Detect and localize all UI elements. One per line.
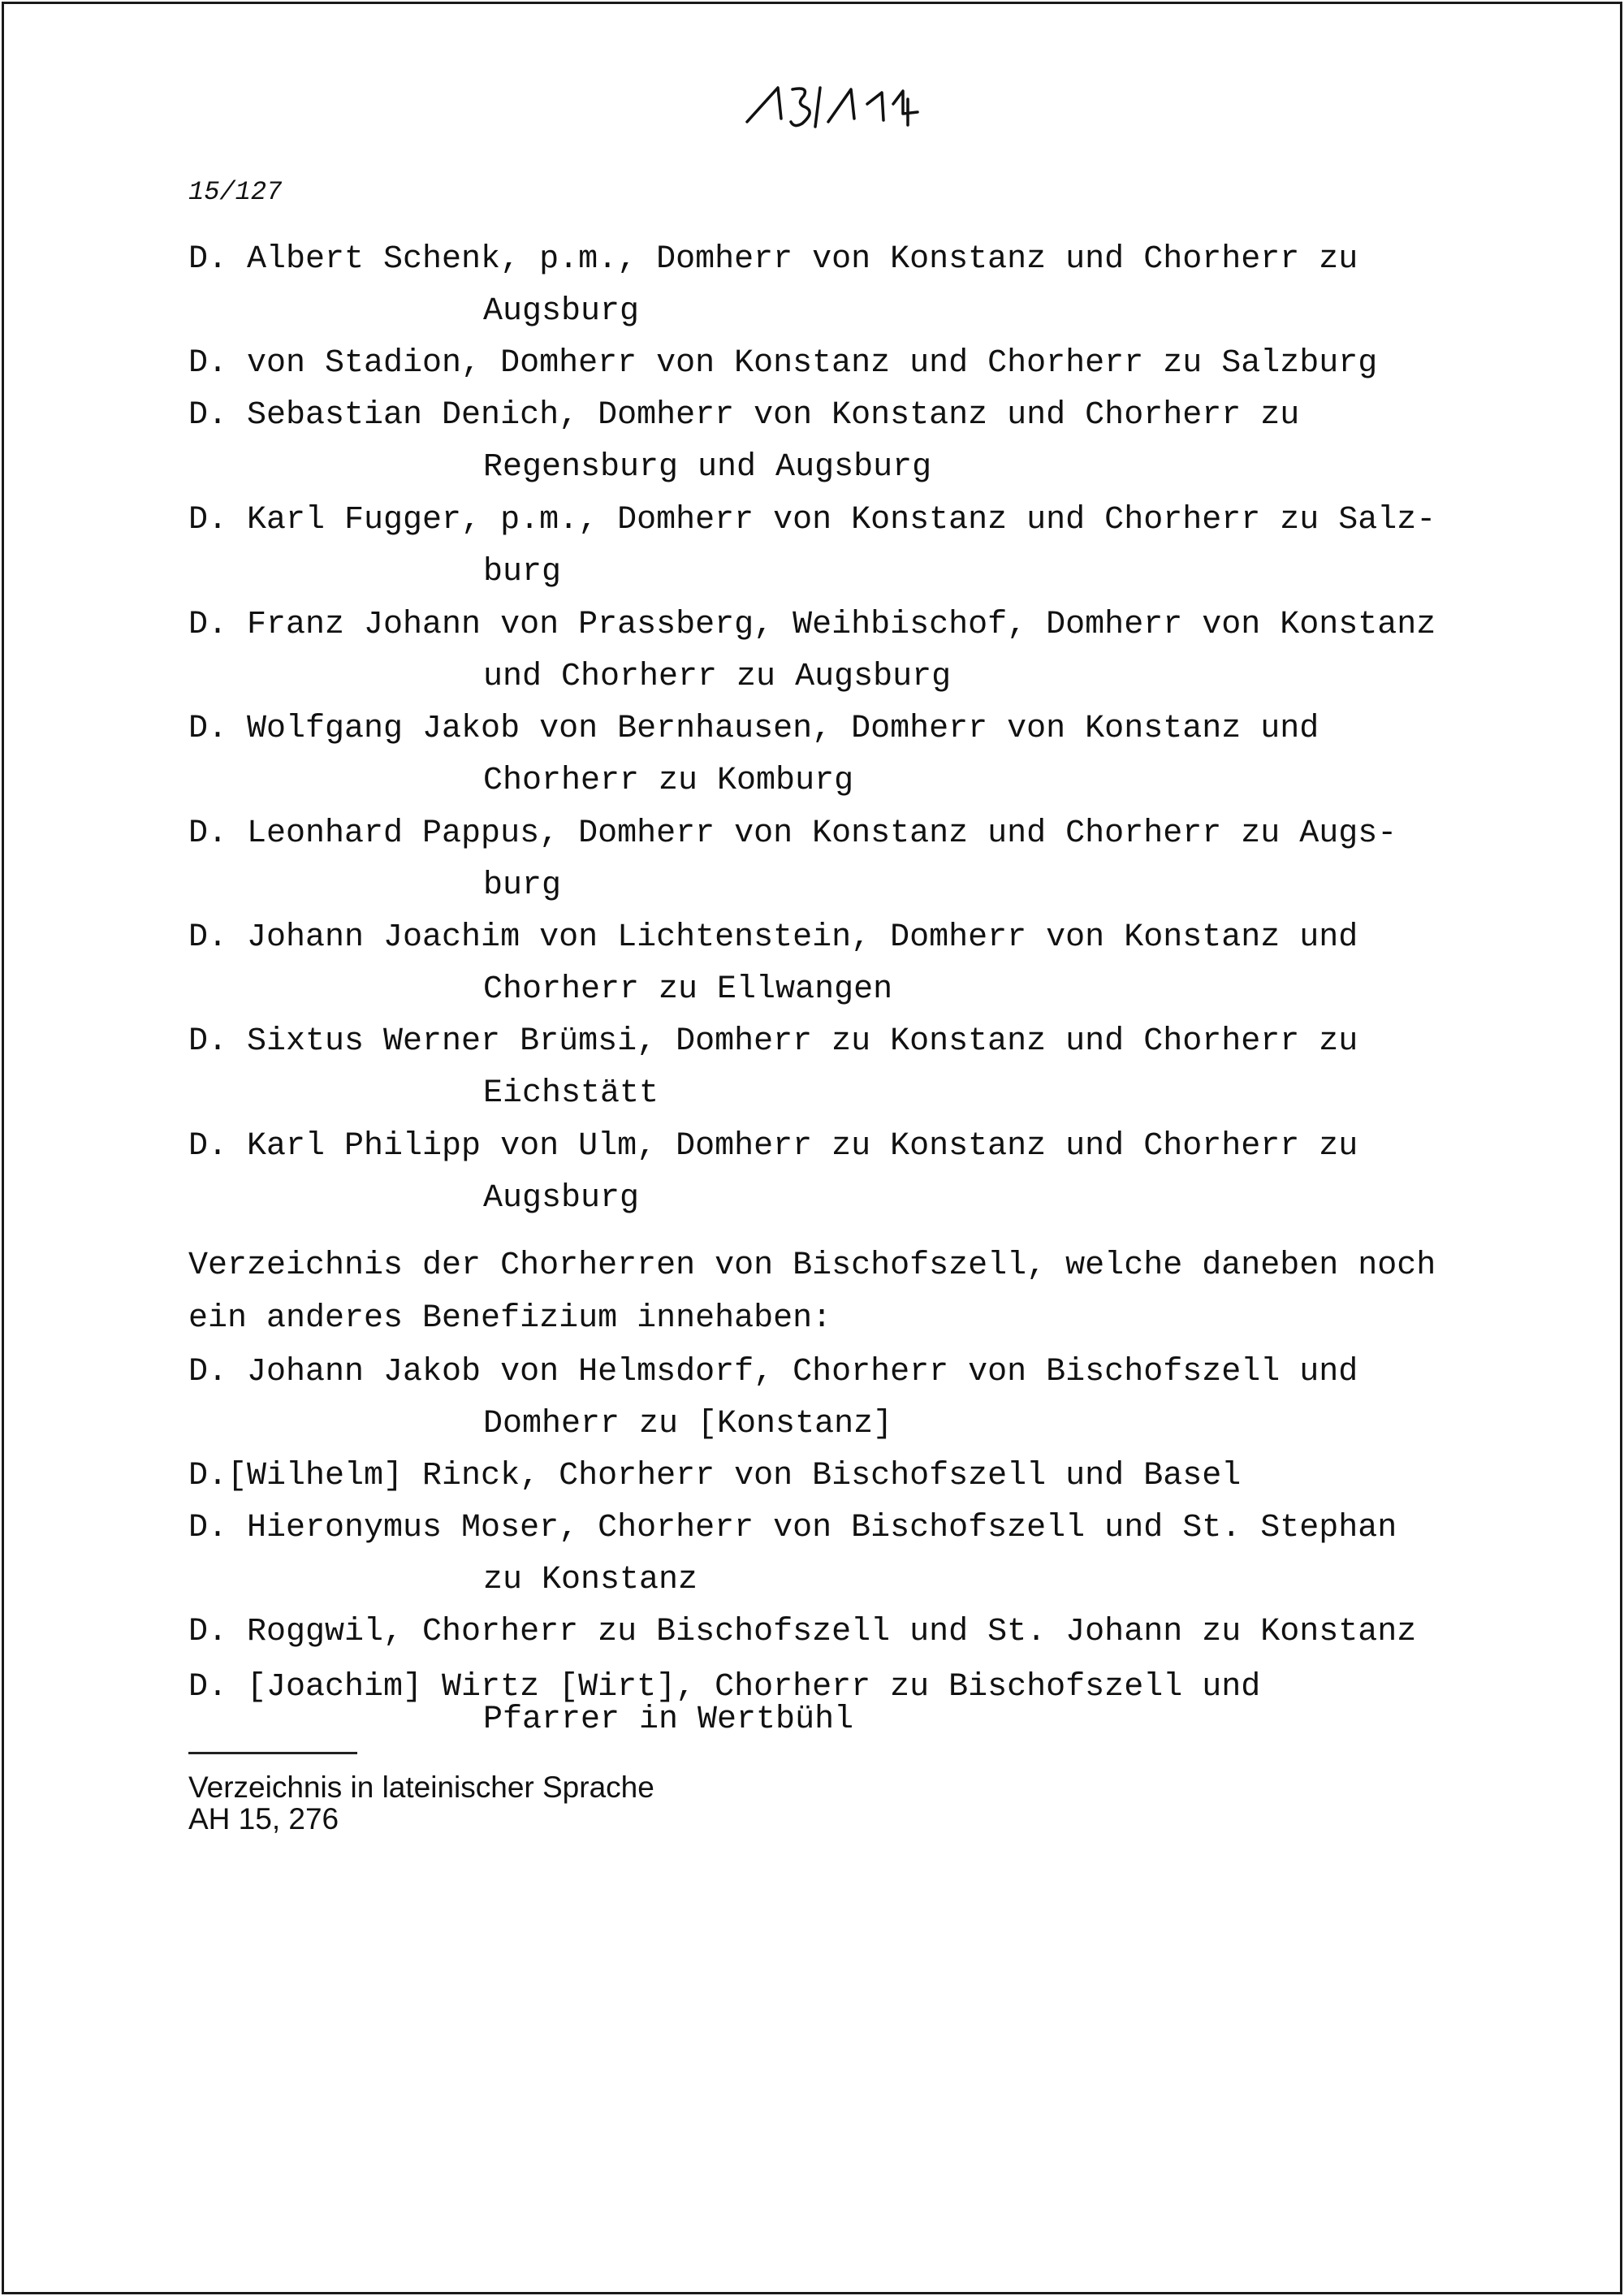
entry-line: D. Albert Schenk, p.m., Domherr von Konstanz und Chorherr zu	[188, 241, 1358, 278]
entry-continuation: Augsburg	[483, 1180, 640, 1217]
entry-continuation: burg	[483, 867, 562, 904]
entry-line: D. Sixtus Werner Brümsi, Domherr zu Konstanz und Chorherr zu	[188, 1023, 1358, 1060]
page-reference: 15/127	[188, 177, 283, 207]
footnote-reference: AH 15, 276	[188, 1802, 339, 1836]
entry-continuation: Pfarrer in Wertbühl	[483, 1701, 854, 1738]
entry-continuation: burg	[483, 554, 562, 590]
entry-line: D. Karl Philipp von Ulm, Domherr zu Konstanz und Chorherr zu	[188, 1128, 1358, 1165]
entry-continuation: Domherr zu [Konstanz]	[483, 1406, 893, 1442]
entry-line: D. [Joachim] Wirtz [Wirt], Chorherr zu Bischofszell und	[188, 1669, 1261, 1706]
entry-line: D. Hieronymus Moser, Chorherr von Bischofszell und St. Stephan	[188, 1510, 1397, 1546]
section-heading: Verzeichnis der Chorherren von Bischofszell, welche daneben noch	[188, 1247, 1436, 1284]
handwritten-archive-number	[715, 71, 974, 136]
entry-line: D. Wolfgang Jakob von Bernhausen, Domherr von Konstanz und	[188, 711, 1320, 747]
entry-continuation: Regensburg und Augsburg	[483, 449, 932, 486]
entry-continuation: Eichstätt	[483, 1075, 659, 1112]
entry-line: D. Johann Joachim von Lichtenstein, Domherr von Konstanz und	[188, 919, 1358, 956]
entry-continuation: zu Konstanz	[483, 1562, 698, 1598]
entry-line: D. Johann Jakob von Helmsdorf, Chorherr von Bischofszell und	[188, 1354, 1358, 1390]
entry-line: D. Roggwil, Chorherr zu Bischofszell und St. Johann zu Konstanz	[188, 1614, 1417, 1650]
entry-line: D. Franz Johann von Prassberg, Weihbischof, Domherr von Konstanz	[188, 607, 1436, 643]
entry-continuation: Augsburg	[483, 293, 640, 330]
section-heading: ein anderes Benefizium innehaben:	[188, 1300, 832, 1337]
entry-line: D. Sebastian Denich, Domherr von Konstanz und Chorherr zu	[188, 397, 1300, 434]
entry-continuation: Chorherr zu Komburg	[483, 763, 854, 799]
entry-line: D. von Stadion, Domherr von Konstanz und Chorherr zu Salzburg	[188, 345, 1378, 382]
entry-line: D. Leonhard Pappus, Domherr von Konstanz und Chorherr zu Augs-	[188, 815, 1397, 852]
footnote-text: Verzeichnis in lateinischer Sprache	[188, 1771, 654, 1804]
entry-continuation: und Chorherr zu Augsburg	[483, 659, 952, 695]
entry-continuation: Chorherr zu Ellwangen	[483, 971, 893, 1008]
entry-line: D. Karl Fugger, p.m., Domherr von Konstanz und Chorherr zu Salz-	[188, 502, 1436, 538]
entry-line: D.[Wilhelm] Rinck, Chorherr von Bischofszell und Basel	[188, 1458, 1242, 1494]
footnote-separator	[188, 1752, 357, 1754]
